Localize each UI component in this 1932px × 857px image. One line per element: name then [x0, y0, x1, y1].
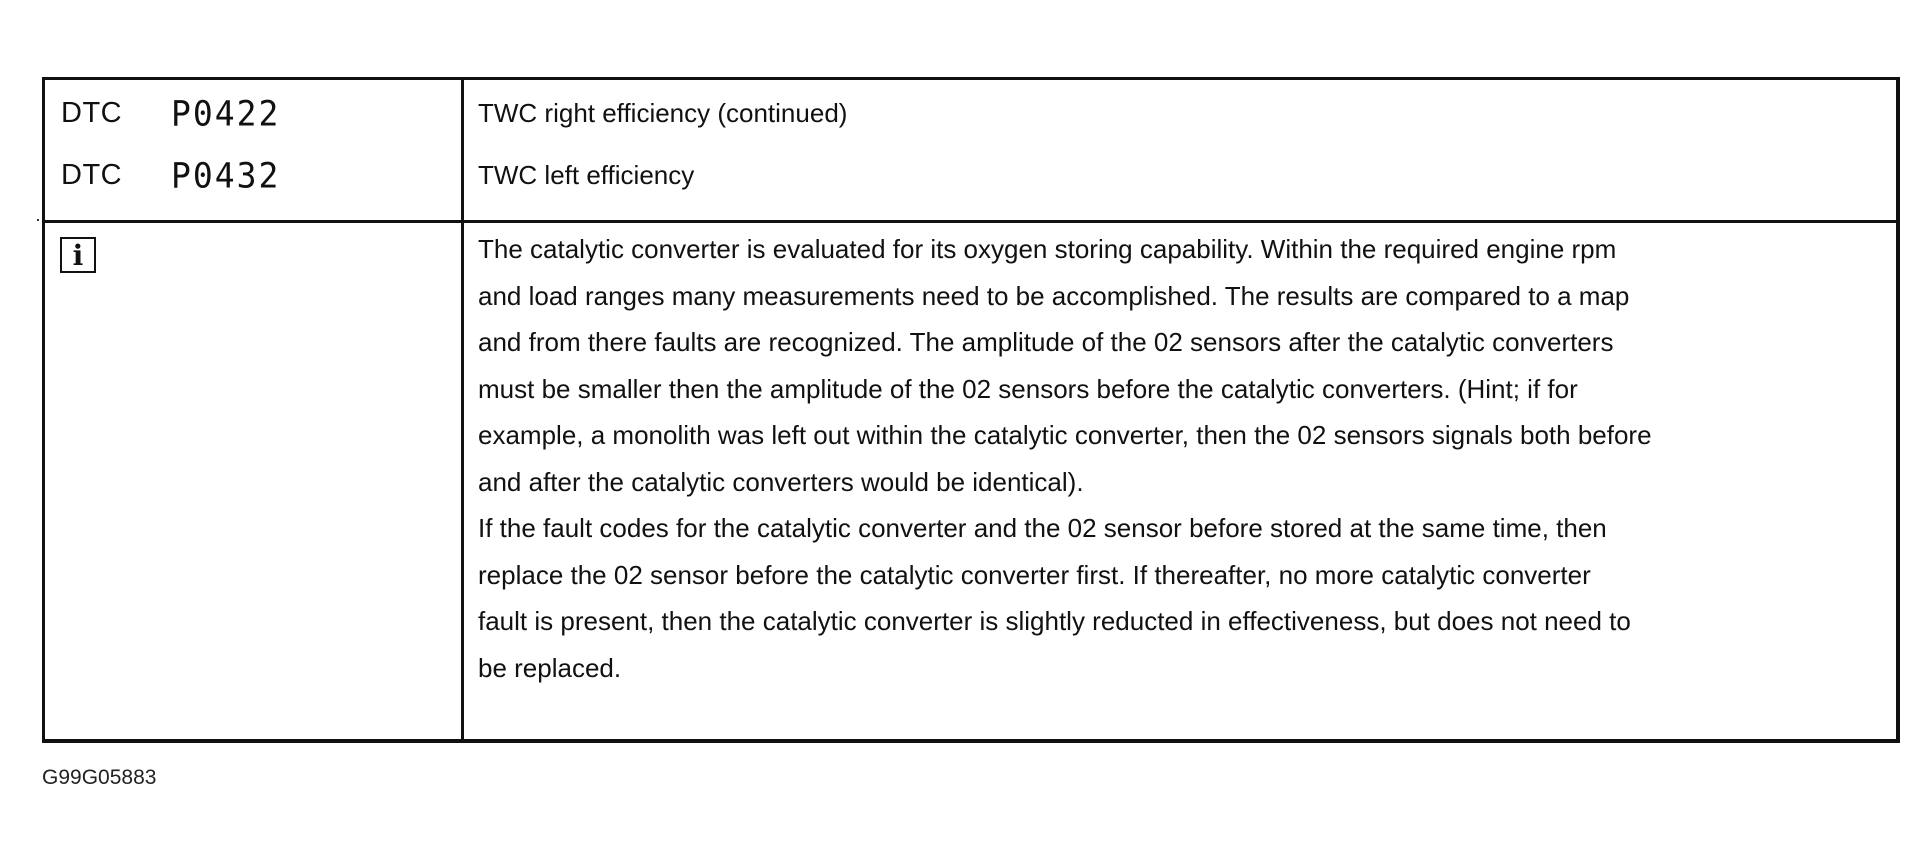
info-text-line: and from there faults are recognized. The amplitude of the 02 sensors after the catalytic converters: [478, 327, 1614, 357]
figure-id: G99G05883: [42, 766, 157, 789]
info-body-text: [478, 226, 1898, 691]
dtc-code: P0422: [171, 92, 281, 134]
info-text-line: be replaced.: [478, 652, 622, 683]
dtc-description: TWC right efficiency (continued): [478, 97, 848, 128]
dtc-code: P0432: [171, 154, 281, 196]
dtc-info-table: [42, 77, 1900, 743]
info-text-line: and load ranges many measurements need to be accomplished. The results are compared to a map: [478, 280, 1630, 311]
info-icon: i: [60, 237, 96, 273]
column-divider: [461, 80, 464, 739]
dtc-description: TWC left efficiency: [478, 159, 695, 190]
row-divider: [45, 220, 1896, 223]
info-text-line: If the fault codes for the catalytic converter and the 02 sensor before stored at the same time, then: [478, 513, 1607, 543]
dtc-row-p0422: [61, 88, 280, 138]
dtc-row-p0432: [61, 150, 280, 200]
scan-mark: [37, 219, 39, 221]
info-text-line: must be smaller then the amplitude of the 02 sensors before the catalytic converters. (Hint; if for: [478, 373, 1578, 404]
info-text-line: and after the catalytic converters would be identical).: [478, 466, 1084, 497]
info-text-line: The catalytic converter is evaluated for its oxygen storing capability. Within the required engine rpm: [478, 234, 1617, 264]
dtc-label: DTC: [61, 158, 123, 191]
info-text-line: replace the 02 sensor before the catalytic converter first. If thereafter, no more catalytic converter: [478, 559, 1591, 590]
info-text-line: fault is present, then the catalytic converter is slightly reducted in effectiveness, but does not need to: [478, 606, 1631, 636]
dtc-label: DTC: [61, 96, 123, 129]
info-text-line: example, a monolith was left out within the catalytic converter, then the 02 sensors signals both before: [478, 420, 1652, 450]
